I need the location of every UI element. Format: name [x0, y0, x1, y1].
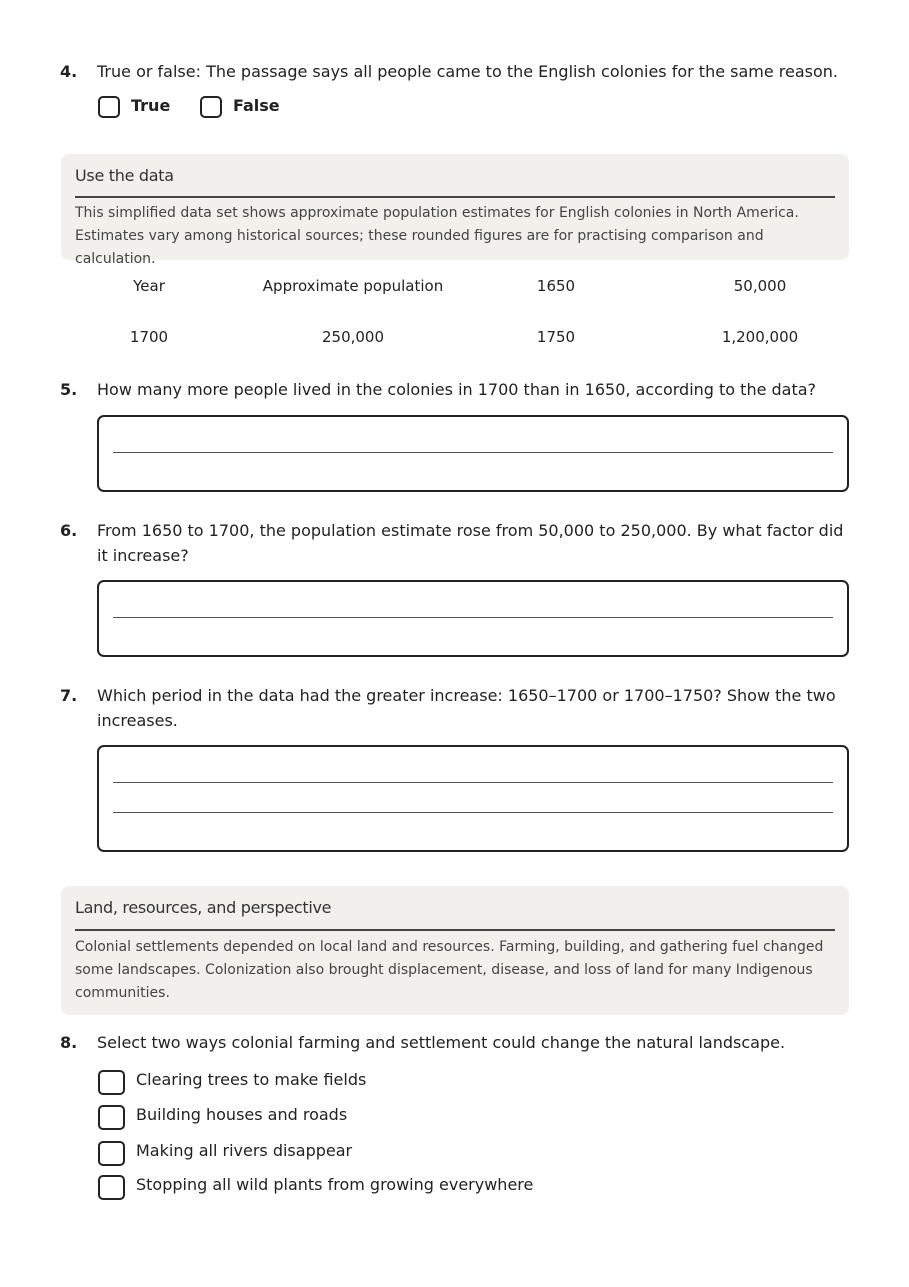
table-cell: 50,000	[733, 277, 787, 295]
land-info-box	[61, 886, 849, 1015]
question-text: From 1650 to 1700, the population estimate rose from 50,000 to 250,000. By what factor did it increase?	[97, 521, 844, 565]
table-cell: 1,200,000	[721, 328, 799, 346]
question-number: 6.	[60, 521, 78, 540]
table-cell: 1650	[536, 277, 576, 295]
option-checkbox[interactable]	[98, 1175, 125, 1200]
data-box-heading: Use the data	[75, 166, 174, 185]
table-cell: 250,000	[321, 328, 385, 346]
answer-line	[113, 452, 833, 453]
false-checkbox[interactable]	[200, 96, 222, 118]
option-checkbox[interactable]	[98, 1105, 125, 1130]
false-label: False	[233, 96, 280, 115]
option-checkbox[interactable]	[98, 1070, 125, 1095]
question-number: 5.	[60, 380, 78, 399]
table-cell: 1750	[536, 328, 576, 346]
question-number: 8.	[60, 1033, 78, 1052]
question-number: 7.	[60, 686, 78, 705]
table-cell: Approximate population	[262, 277, 444, 295]
answer-box-6[interactable]	[97, 580, 849, 657]
land-box-heading: Land, resources, and perspective	[75, 898, 332, 917]
answer-line	[113, 782, 833, 783]
option-label: Stopping all wild plants from growing everywhere	[136, 1175, 534, 1194]
question-text: Select two ways colonial farming and settlement could change the natural landscape.	[97, 1033, 786, 1052]
true-checkbox[interactable]	[98, 96, 120, 118]
answer-box-5[interactable]	[97, 415, 849, 492]
answer-line	[113, 617, 833, 618]
divider	[75, 196, 835, 198]
option-label: Clearing trees to make fields	[136, 1070, 367, 1089]
table-cell: Year	[133, 277, 165, 295]
option-label: Making all rivers disappear	[136, 1141, 353, 1160]
question-text: True or false: The passage says all people came to the English colonies for the same reason.	[97, 62, 839, 81]
answer-box-7[interactable]	[97, 745, 849, 852]
true-label: True	[131, 96, 171, 115]
land-box-body: Colonial settlements depended on local land and resources. Farming, building, and gathering fuel changed some landscapes. Colonization also brought displacement, disease, and loss of land for many Indigenous communities.	[75, 939, 824, 1001]
question-number: 4.	[60, 62, 78, 81]
data-info-box	[61, 154, 849, 267]
answer-line	[113, 812, 833, 813]
table-cell: 1700	[129, 328, 169, 346]
option-label: Building houses and roads	[136, 1105, 348, 1124]
question-text: Which period in the data had the greater increase: 1650–1700 or 1700–1750? Show the two increases.	[97, 686, 836, 730]
divider	[75, 929, 835, 931]
option-checkbox[interactable]	[98, 1141, 125, 1166]
data-box-body: This simplified data set shows approximate population estimates for English colonies in North America. Estimates vary among historical sources; these rounded figures are for practising comparison and calculation.	[75, 205, 799, 267]
question-text: How many more people lived in the colonies in 1700 than in 1650, according to the data?	[97, 380, 817, 399]
